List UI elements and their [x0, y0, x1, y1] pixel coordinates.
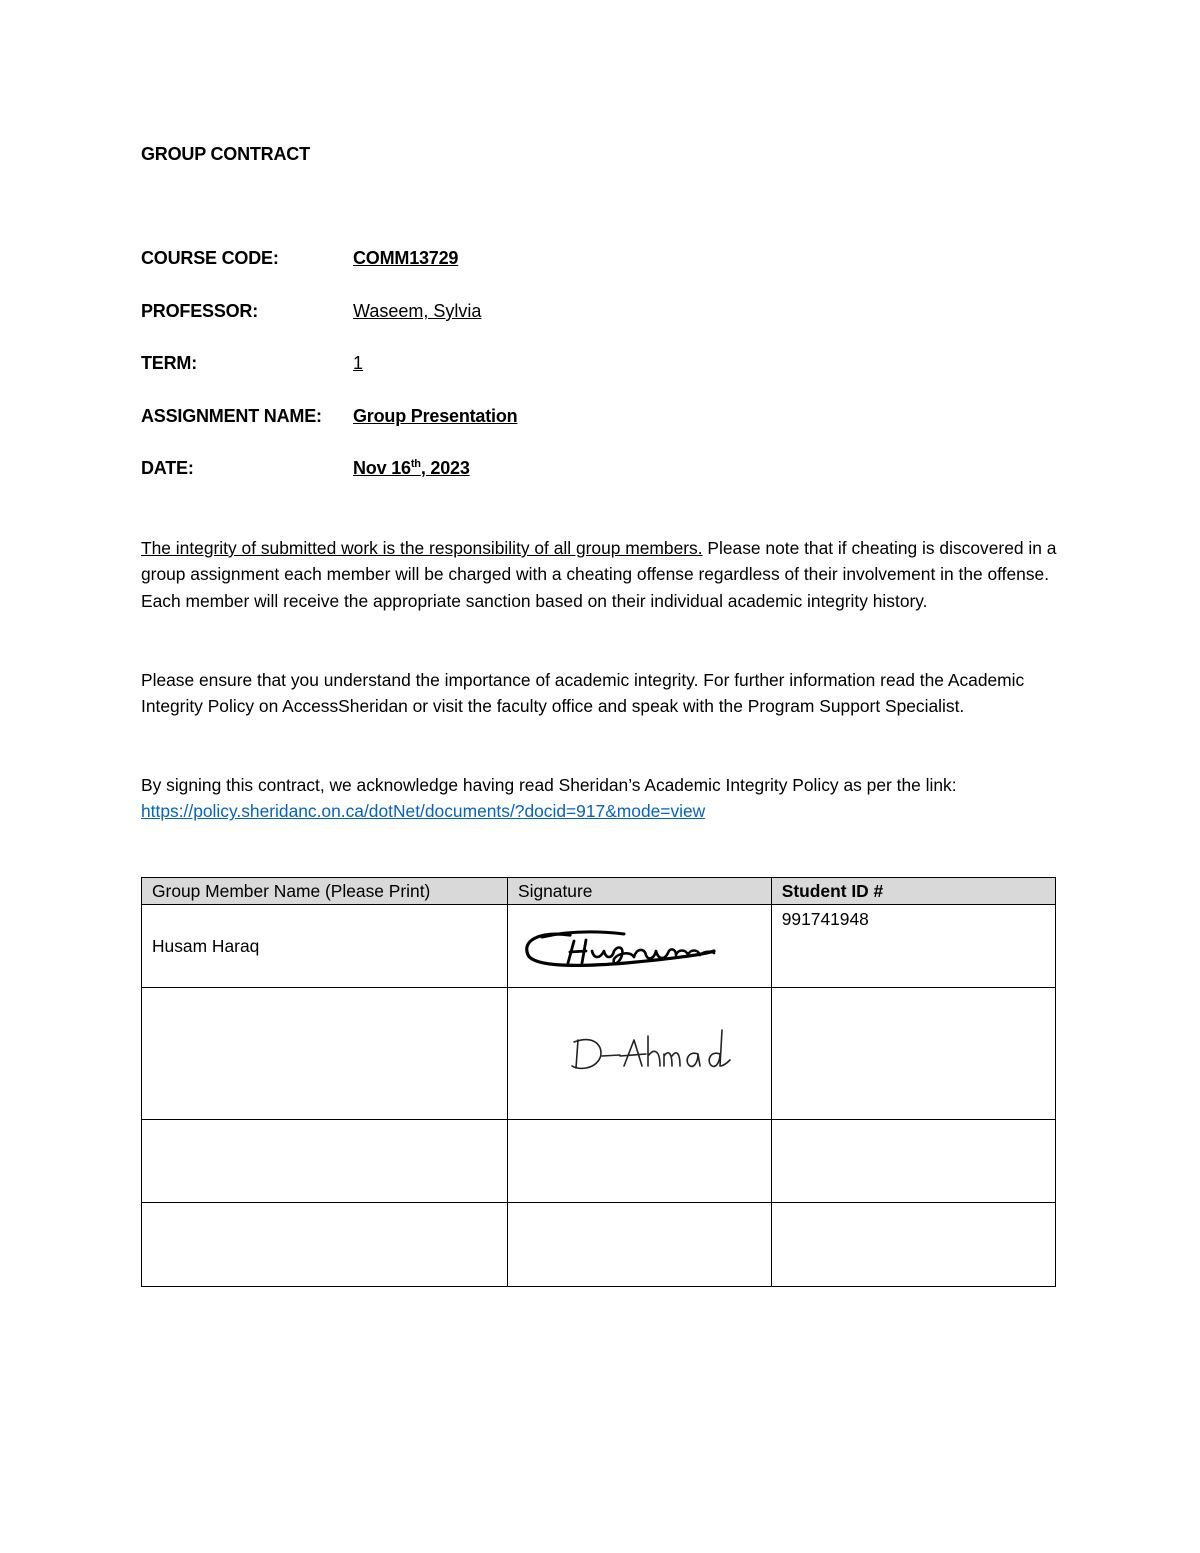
date-value-suffix: th — [410, 458, 421, 470]
signature-husam-image — [508, 907, 765, 985]
course-code-value: COMM13729 — [353, 248, 459, 268]
professor-label: PROFESSOR: — [141, 301, 259, 321]
member-name-cell[interactable] — [142, 1203, 508, 1287]
student-id-cell[interactable]: 991741948 — [771, 905, 1055, 988]
header-member-name: Group Member Name (Please Print) — [142, 878, 508, 905]
term-value: 1 — [353, 353, 364, 373]
table-row — [142, 988, 1056, 1120]
signature-cell[interactable] — [508, 1120, 772, 1203]
table-row — [142, 905, 1056, 988]
integrity-statement: The integrity of submitted work is the responsibility of all group members. — [141, 538, 703, 558]
group-members-table — [141, 877, 1056, 1287]
integrity-details: Please note that if cheating is discovered in a group assignment each member will be charged with a cheating offense regardless of their involvement in the offense. Each member will receive the appropriate sanction based on their individual academic integrity history. — [141, 538, 1057, 611]
table-row — [142, 1120, 1056, 1203]
acknowledgement-text: By signing this contract, we acknowledge having read Sheridan’s Academic Integrity Policy as per the link: — [141, 775, 957, 795]
signature-cell[interactable] — [508, 905, 772, 988]
signature-cell[interactable] — [508, 988, 772, 1120]
member-name-cell[interactable] — [142, 988, 508, 1120]
signature-ahmad-image — [508, 990, 765, 1117]
header-student-id: Student ID # — [771, 878, 1055, 905]
policy-paragraph: Please ensure that you understand the importance of academic integrity. For further information read the Academic Integrity Policy on AccessSheridan or visit the faculty office and speak with the Program Support Specialist. — [141, 670, 1025, 717]
course-code-label: COURSE CODE: — [141, 248, 279, 268]
table-header-row — [142, 878, 1056, 905]
date-value — [353, 456, 470, 480]
acknowledgement-paragraph — [141, 772, 1066, 825]
member-name-cell[interactable] — [142, 1120, 508, 1203]
integrity-paragraph — [141, 535, 1066, 614]
student-id-cell[interactable] — [771, 988, 1055, 1120]
assignment-name-value: Group Presentation — [353, 406, 518, 426]
date-value-main: Nov 16 — [353, 458, 411, 478]
date-label: DATE: — [141, 458, 194, 478]
assignment-name-label: ASSIGNMENT NAME: — [141, 406, 322, 426]
member-name-cell[interactable]: Husam Haraq — [142, 905, 508, 988]
header-signature: Signature — [508, 878, 772, 905]
student-id-cell[interactable] — [771, 1120, 1055, 1203]
student-id-cell[interactable] — [771, 1203, 1055, 1287]
policy-link[interactable]: https://policy.sheridanc.on.ca/dotNet/documents/?docid=917&mode=view — [141, 801, 706, 822]
signature-cell[interactable] — [508, 1203, 772, 1287]
date-value-year: , 2023 — [420, 458, 470, 478]
term-label: TERM: — [141, 353, 197, 373]
professor-value: Waseem, Sylvia — [353, 301, 482, 321]
document-title: GROUP CONTRACT — [141, 144, 310, 164]
table-row — [142, 1203, 1056, 1287]
